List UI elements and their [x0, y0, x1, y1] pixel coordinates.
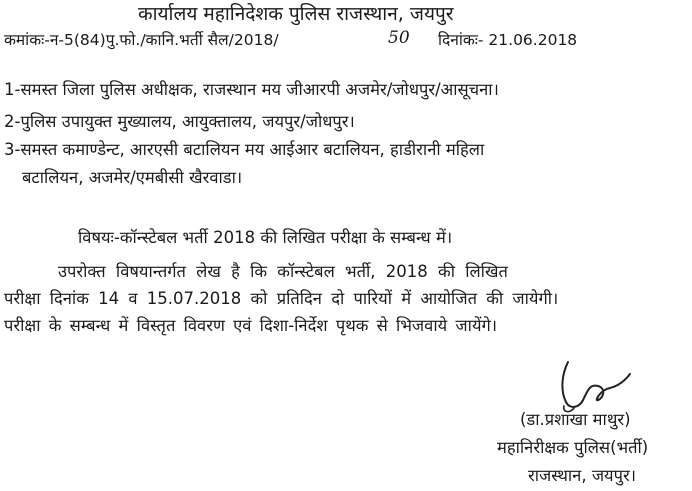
body-line: परीक्षा के सम्बन्ध में विस्तृत विवरण एवं दिशा-निर्देश पृथक से भिजवाये जायेंगे। — [4, 316, 498, 335]
body-line: परीक्षा दिनांक 14 व 15.07.2018 को प्रतिदिन दो पारियों में आयोजित की जायेगी। — [4, 289, 559, 308]
reference-number: कमांकः-न-5(84)पु.फो./कानि.भर्ती सैल/2018/ — [4, 31, 279, 49]
reference-handwritten-number: 50 — [388, 28, 410, 48]
recipient-line: बटालियन, अजमेर/एमबीसी खैरवाडा। — [22, 168, 243, 187]
body-line: उपरोक्त विषयान्तर्गत लेख है कि कॉन्स्टेबल भर्ती, 2018 की लिखित — [58, 262, 508, 281]
letter-date: दिनांकः- 21.06.2018 — [438, 31, 578, 49]
signatory-name: (डा.प्रशाखा माथुर) — [520, 410, 631, 429]
office-title: कार्यालय महानिदेशक पुलिस राजस्थान, जयपुर — [138, 3, 454, 25]
recipient-line: 2-पुलिस उपायुक्त मुख्यालय, आयुक्तालय, जयपुर/जोधपुर। — [4, 112, 355, 131]
signatory-designation: महानिरीक्षक पुलिस(भर्ती) — [497, 438, 649, 457]
recipient-line: 3-समस्त कमाण्डेन्ट, आरएसी बटालियन मय आईआर बटालियन, हाडीरानी महिला — [4, 140, 485, 159]
subject-line: विषयः-कॉन्स्टेबल भर्ती 2018 की लिखित परीक्षा के सम्बन्ध में। — [78, 228, 453, 247]
recipient-line: 1-समस्त जिला पुलिस अधीक्षक, राजस्थान मय जीआरपी अजमेर/जोधपुर/आसूचना। — [4, 80, 499, 99]
signature-stroke — [562, 362, 630, 407]
signatory-location: राजस्थान, जयपुर। — [528, 466, 637, 485]
